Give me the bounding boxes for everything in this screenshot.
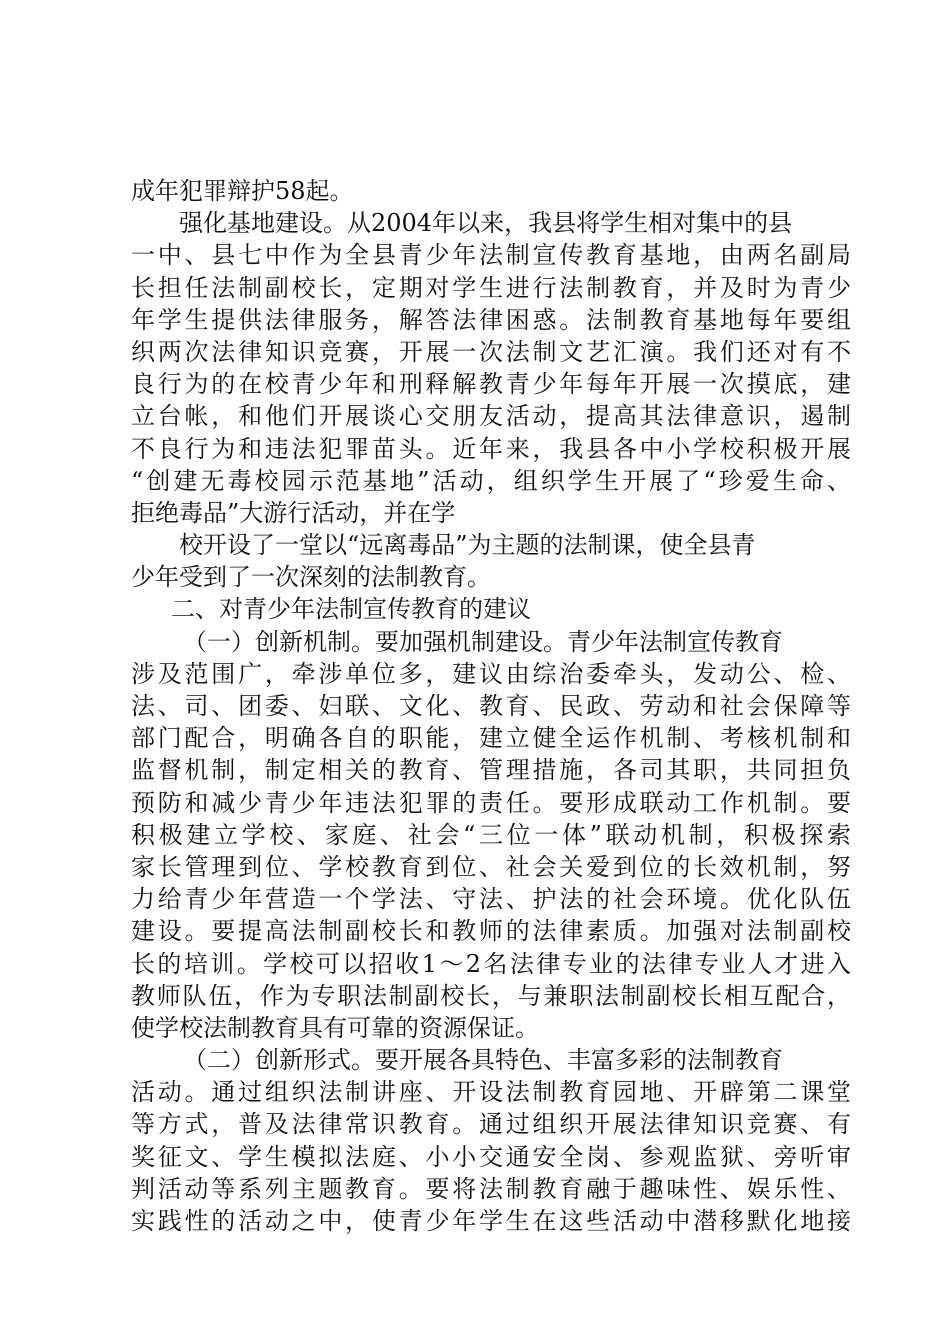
text-line: （一）创新机制。要加强机制建设。青少年法制宣传教育 bbox=[183, 627, 783, 656]
text-line: 强化基地建设。从2004年以来，我县将学生相对集中的县 bbox=[179, 209, 793, 238]
text-line: 不良行为和违法犯罪苗头。近年来，我县各中小学校积极开展 bbox=[131, 434, 851, 463]
text-line: 活动。通过组织法制讲座、开设法制教育园地、开辟第二课堂 bbox=[131, 1078, 851, 1107]
text-line: 法、司、团委、妇联、文化、教育、民政、劳动和社会保障等 bbox=[131, 692, 851, 720]
text-line: 判活动等系列主题教育。要将法制教育融于趣味性、娱乐性、 bbox=[131, 1174, 851, 1203]
text-line: 实践性的活动之中，使青少年学生在这些活动中潜移默化地接 bbox=[131, 1207, 851, 1235]
text-line: 力给青少年营造一个学法、守法、护法的社会环境。优化队伍 bbox=[131, 885, 851, 914]
text-line: 使学校法制教育具有可靠的资源保证。 bbox=[131, 1013, 539, 1042]
text-line: 校开设了一堂以“远离毒品”为主题的法制课，使全县青 bbox=[179, 531, 756, 560]
text-line: （二）创新形式。要开展各具特色、丰富多彩的法制教育 bbox=[183, 1046, 783, 1075]
document-body bbox=[131, 175, 851, 1237]
text-line: 等方式，普及法律常识教育。通过组织开展法律知识竞赛、有 bbox=[131, 1110, 851, 1139]
text-line: 奖征文、学生模拟法庭、小小交通安全岗、参观监狱、旁听审 bbox=[131, 1142, 851, 1171]
text-line: 部门配合，明确各自的职能，建立健全运作机制、考核机制和 bbox=[131, 724, 851, 753]
text-line: 一中、县七中作为全县青少年法制宣传教育基地，由两名副局 bbox=[131, 241, 851, 270]
text-line: 拒绝毒品”大游行活动，并在学 bbox=[131, 498, 456, 527]
text-line: 立台帐，和他们开展谈心交朋友活动，提高其法律意识，遏制 bbox=[131, 402, 851, 431]
text-line: 涉及范围广，牵涉单位多，建议由综治委牵头，发动公、检、 bbox=[131, 659, 851, 688]
text-line: 教师队伍，作为专职法制副校长，与兼职法制副校长相互配合， bbox=[131, 981, 851, 1010]
text-line: 积极建立学校、家庭、社会“三位一体”联动机制，积极探索 bbox=[131, 820, 851, 849]
text-line: 良行为的在校青少年和刑释解教青少年每年开展一次摸底，建 bbox=[131, 370, 851, 399]
text-line: 家长管理到位、学校教育到位、社会关爱到位的长效机制，努 bbox=[131, 852, 851, 881]
text-line: 织两次法律知识竞赛，开展一次法制文艺汇演。我们还对有不 bbox=[131, 337, 851, 366]
text-line: 少年受到了一次深刻的法制教育。 bbox=[131, 563, 491, 592]
text-line: 成年犯罪辩护58起。 bbox=[131, 177, 354, 205]
text-line: 长担任法制副校长，定期对学生进行法制教育，并及时为青少 bbox=[131, 273, 851, 302]
text-line: 年学生提供法律服务，解答法律困惑。法制教育基地每年要组 bbox=[131, 305, 851, 334]
text-line: 建设。要提高法制副校长和教师的法律素质。加强对法制副校 bbox=[131, 917, 851, 946]
text-line: 预防和减少青少年违法犯罪的责任。要形成联动工作机制。要 bbox=[131, 788, 851, 817]
text-line: 二、对青少年法制宣传教育的建议 bbox=[171, 595, 531, 624]
text-line: 监督机制，制定相关的教育、管理措施，各司其职，共同担负 bbox=[131, 756, 851, 785]
text-line: 长的培训。学校可以招收1～2名法律专业的法律专业人才进入 bbox=[131, 949, 851, 978]
text-line: “创建无毒校园示范基地”活动，组织学生开展了“珍爱生命、 bbox=[131, 466, 851, 495]
